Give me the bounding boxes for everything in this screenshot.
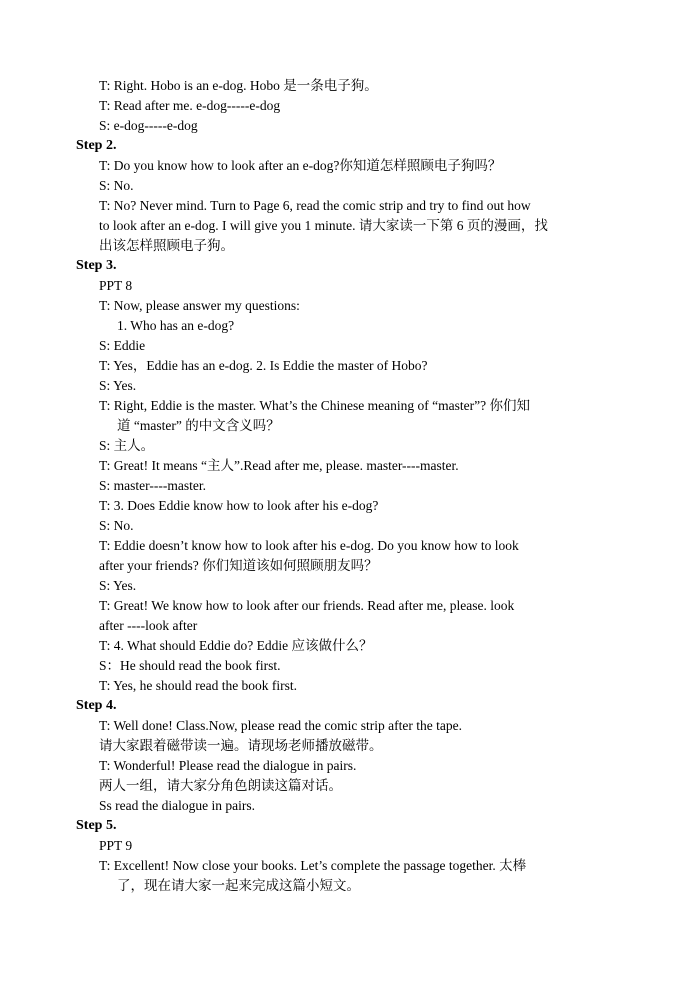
text-line: T: Do you know how to look after an e-dog?你知道怎样照顾电子狗吗？ bbox=[99, 158, 502, 173]
text-line: PPT 9 bbox=[99, 838, 133, 853]
question-line: 1. Who has an e-dog? bbox=[117, 318, 235, 333]
text-line: PPT 8 bbox=[99, 278, 133, 293]
text-line: 请大家跟着磁带读一遍。请现场老师播放磁带。 bbox=[99, 738, 383, 753]
text-line: T: Wonderful! Please read the dialogue in pairs. bbox=[99, 758, 357, 773]
text-line: to look after an e-dog. I will give you 1 minute. 请大家读一下第 6 页的漫画，找 bbox=[99, 218, 548, 233]
text-line: S: Yes. bbox=[99, 578, 137, 593]
text-line: Ss read the dialogue in pairs. bbox=[99, 798, 255, 813]
text-line: T: No? Never mind. Turn to Page 6, read the comic strip and try to find out how bbox=[99, 198, 531, 213]
text-line: 出该怎样照顾电子狗。 bbox=[99, 238, 234, 253]
text-line: T: Yes, he should read the book first. bbox=[99, 678, 298, 693]
text-line: T: Great! We know how to look after our friends. Read after me, please. look bbox=[99, 598, 515, 613]
text-line: T: Right, Eddie is the master. What’s the Chinese meaning of “master”? 你们知 bbox=[99, 398, 530, 413]
text-line: T: Great! It means “主人”.Read after me, please. master----master. bbox=[99, 458, 459, 473]
text-line: 道 “master” 的中文含义吗？ bbox=[117, 418, 280, 433]
step-heading: Step 5. bbox=[76, 818, 117, 833]
text-line: S: Eddie bbox=[99, 338, 146, 353]
text-line: S: Yes. bbox=[99, 378, 137, 393]
text-line: S: master----master. bbox=[99, 478, 206, 493]
text-line: after ----look after bbox=[99, 618, 198, 633]
text-line: 两人一组，请大家分角色朗读这篇对话。 bbox=[99, 778, 342, 793]
text-line: T: 4. What should Eddie do? Eddie 应该做什么？ bbox=[99, 638, 373, 653]
step-heading: Step 3. bbox=[76, 258, 117, 273]
text-line: S: 主人。 bbox=[99, 438, 155, 453]
text-line: after your friends? 你们知道该如何照顾朋友吗？ bbox=[99, 558, 378, 573]
text-line: T: Well done! Class.Now, please read the comic strip after the tape. bbox=[99, 718, 462, 733]
text-line: T: Eddie doesn’t know how to look after his e-dog. Do you know how to look bbox=[99, 538, 519, 553]
text-line: S: No. bbox=[99, 178, 134, 193]
step-heading: Step 2. bbox=[76, 138, 117, 153]
step-heading: Step 4. bbox=[76, 698, 117, 713]
text-line: T: Right. Hobo is an e-dog. Hobo 是一条电子狗。 bbox=[99, 78, 378, 93]
text-line: S：He should read the book first. bbox=[99, 658, 281, 673]
text-line: T: Now, please answer my questions: bbox=[99, 298, 300, 313]
text-line: T: Excellent! Now close your books. Let’s complete the passage together. 太棒 bbox=[99, 858, 527, 873]
text-line: S: No. bbox=[99, 518, 134, 533]
text-line: T: Read after me. e-dog-----e-dog bbox=[99, 98, 281, 113]
text-line: T: Yes，Eddie has an e-dog. 2. Is Eddie the master of Hobo? bbox=[99, 358, 428, 373]
text-line: S: e-dog-----e-dog bbox=[99, 118, 198, 133]
text-line: 了，现在请大家一起来完成这篇小短文。 bbox=[117, 878, 360, 893]
text-line: T: 3. Does Eddie know how to look after his e-dog? bbox=[99, 498, 379, 513]
